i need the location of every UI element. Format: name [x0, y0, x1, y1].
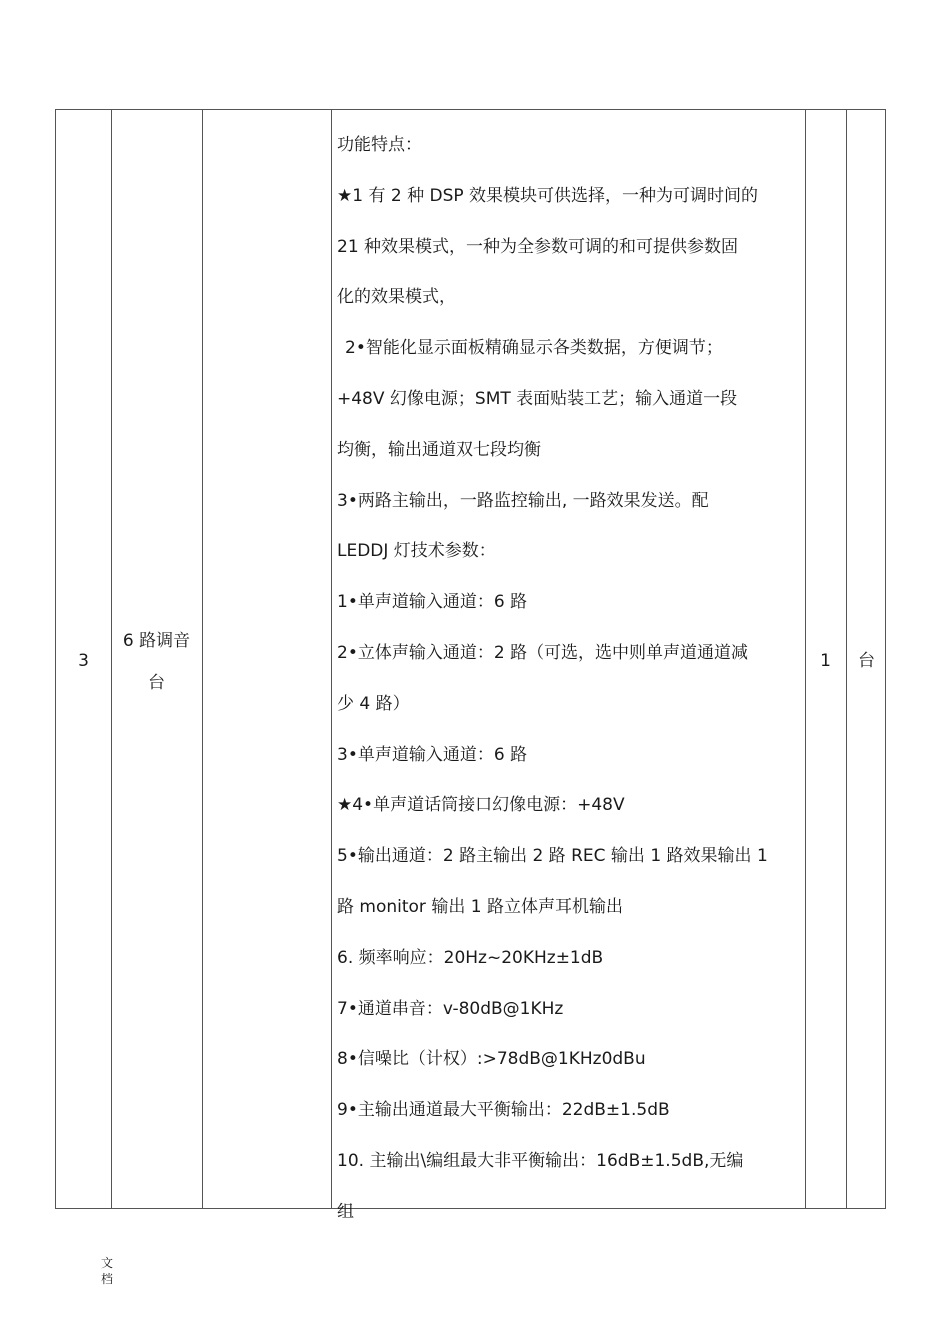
spec-line: +48V 幻像电源；SMT 表面贴装工艺；输入通道一段 — [337, 388, 738, 409]
spec-line: 少 4 路） — [337, 693, 410, 714]
spec-line: ★4•单声道话筒接口幻像电源：+48V — [337, 795, 625, 816]
column-divider — [202, 110, 203, 1208]
spec-line: 9•主输出通道最大平衡输出：22dB±1.5dB — [337, 1100, 670, 1121]
column-divider — [331, 110, 332, 1208]
spec-line: 路 monitor 输出 1 路立体声耳机输出 — [337, 896, 623, 917]
spec-line: 7•通道串音：v-80dB@1KHz — [337, 998, 564, 1019]
spec-table — [55, 109, 886, 1222]
spec-line: 3•单声道输入通道：6 路 — [337, 744, 528, 765]
spec-description — [337, 120, 809, 1238]
item-name-line: 6 路调音 — [122, 631, 191, 651]
row-index: 3 — [78, 651, 89, 671]
spec-line: 化的效果模式， — [337, 287, 456, 308]
item-quantity: 1 — [820, 651, 831, 671]
item-name-line: 台 — [148, 673, 165, 693]
footer-char: 文 — [100, 1256, 113, 1270]
spec-line: LEDDJ 灯技术参数： — [337, 541, 496, 562]
item-unit: 台 — [858, 651, 875, 671]
spec-line: 2•智能化显示面板精确显示各类数据，方便调节； — [345, 338, 723, 359]
spec-line: 功能特点： — [337, 135, 422, 155]
spec-line: 3•两路主输出，一路监控输出, 一路效果发送。配 — [337, 490, 709, 511]
spec-line: 10. 主输出\编组最大非平衡输出：16dB±1.5dB,无编 — [337, 1150, 744, 1171]
spec-line: 5•输出通道：2 路主输出 2 路 REC 输出 1 路效果输出 1 — [337, 846, 768, 867]
spec-line: 2•立体声输入通道：2 路（可选，选中则单声道通道减 — [337, 642, 749, 663]
spec-line: 8•信噪比（计权）:>78dB@1KHz0dBu — [337, 1049, 646, 1070]
spec-line: 6. 频率响应：20Hz~20KHz±1dB — [337, 947, 604, 968]
item-name — [111, 620, 202, 704]
spec-line: 均衡，输出通道双七段均衡 — [337, 439, 541, 460]
spec-line: ★1 有 2 种 DSP 效果模块可供选择，一种为可调时间的 — [337, 185, 759, 206]
spec-line: 21 种效果模式，一种为全参数可调的和可提供参数固 — [337, 236, 739, 257]
spec-line: 组 — [337, 1201, 354, 1222]
footer-char: 档 — [100, 1272, 113, 1286]
page-footer — [99, 1255, 115, 1287]
spec-line: 1•单声道输入通道：6 路 — [337, 592, 528, 613]
